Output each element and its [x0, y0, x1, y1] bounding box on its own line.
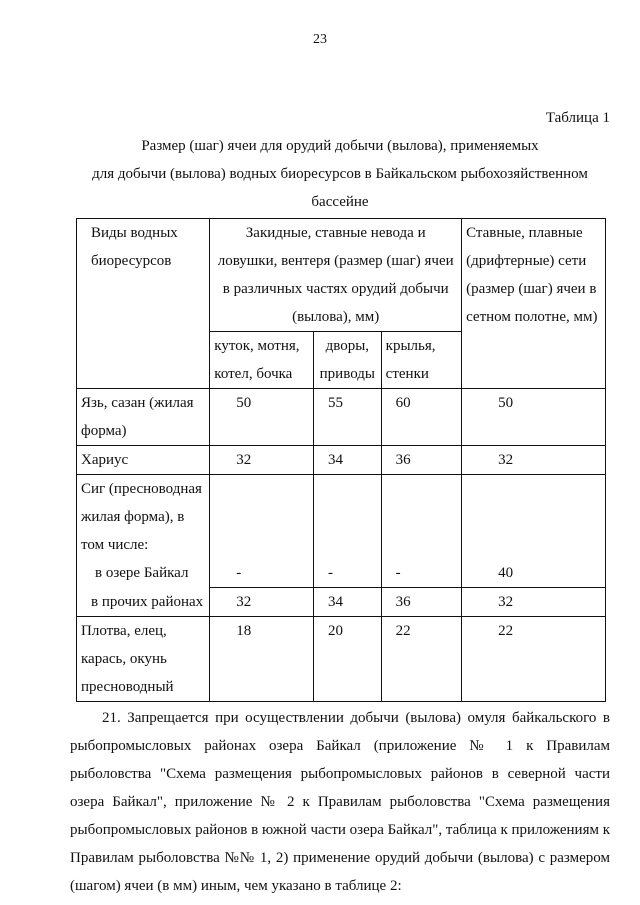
cell-kutok: 32 — [210, 588, 314, 617]
header-kutok: куток, мотня, котел, бочка — [210, 332, 314, 389]
table-caption-line-2: для добычи (вылова) водных биоресурсов в Байкальском рыбохозяйственном — [92, 166, 588, 182]
cell-dvory: - — [327, 565, 333, 581]
table-caption-line-1: Размер (шаг) ячеи для орудий добычи (вылова), применяемых — [141, 138, 539, 154]
cell-nets: 32 — [462, 446, 606, 475]
cell-dvory: 34 — [313, 446, 381, 475]
row-species: Плотва, елец, карась, окунь пресноводный — [77, 617, 210, 702]
paragraph-text: 21. Запрещается при осуществлении добычи (вылова) омуля байкальского в рыбопромысловых районах озера Байкал (приложение № 1 к Правилам рыболовства "Схема размещения рыбопромысловых районов в северной части озера Байкал", приложение № 2 к Правилам рыболовства "Схема размещения рыбопромысловых районов в южной части озера Байкал", таблица к приложениям к Правилам рыболовства №№ 1, 2) применение орудий добычи (вылова) с размером (шагом) ячеи (в мм) иным, чем указано в таблице 2: — [70, 710, 611, 894]
row-species: Язь, сазан (жилая форма) — [77, 389, 210, 446]
cell-kutok: 32 — [210, 446, 314, 475]
table-row — [77, 588, 606, 617]
row-subspecies: в прочих районах — [77, 588, 210, 617]
cell-nets: 50 — [462, 389, 606, 446]
cell-dvory: 20 — [313, 617, 381, 702]
row-species: Хариус — [77, 446, 210, 475]
row-species: Сиг (пресноводная жилая форма), в том числе: — [81, 481, 202, 553]
header-seines-group: Закидные, ставные невода и ловушки, вентеря (размер (шаг) ячеи в различных частях орудий добычи (вылова), мм) — [210, 219, 462, 332]
table-row — [77, 446, 606, 475]
cell-kutok: - — [236, 565, 242, 581]
header-species: Виды водных биоресурсов — [77, 219, 210, 389]
table-caption-line-3: бассейне — [311, 194, 369, 210]
cell-dvory: 55 — [313, 389, 381, 446]
header-krylya: крылья, стенки — [381, 332, 461, 389]
header-nets: Ставные, плавные (дрифтерные) сети (размер (шаг) ячеи в сетном полотне, мм) — [462, 219, 606, 389]
cell-krylya: 22 — [381, 617, 461, 702]
page-number: 23 — [313, 32, 327, 47]
mesh-size-table — [76, 218, 606, 702]
row-subspecies: в озере Байкал — [95, 565, 189, 581]
table-row — [77, 389, 606, 446]
table-header-row — [77, 219, 606, 332]
cell-nets: 22 — [462, 617, 606, 702]
cell-krylya: - — [395, 565, 401, 581]
cell-krylya: 36 — [381, 446, 461, 475]
table-row — [77, 617, 606, 702]
table-row — [77, 475, 606, 588]
paragraph-21 — [70, 704, 610, 900]
table-label: Таблица 1 — [545, 110, 610, 126]
cell-krylya: 36 — [381, 588, 461, 617]
cell-kutok: 50 — [210, 389, 314, 446]
cell-nets: 32 — [462, 588, 606, 617]
cell-kutok: 18 — [210, 617, 314, 702]
cell-krylya: 60 — [381, 389, 461, 446]
cell-dvory: 34 — [313, 588, 381, 617]
header-dvory: дворы, приводы — [313, 332, 381, 389]
cell-nets: 40 — [498, 565, 514, 581]
